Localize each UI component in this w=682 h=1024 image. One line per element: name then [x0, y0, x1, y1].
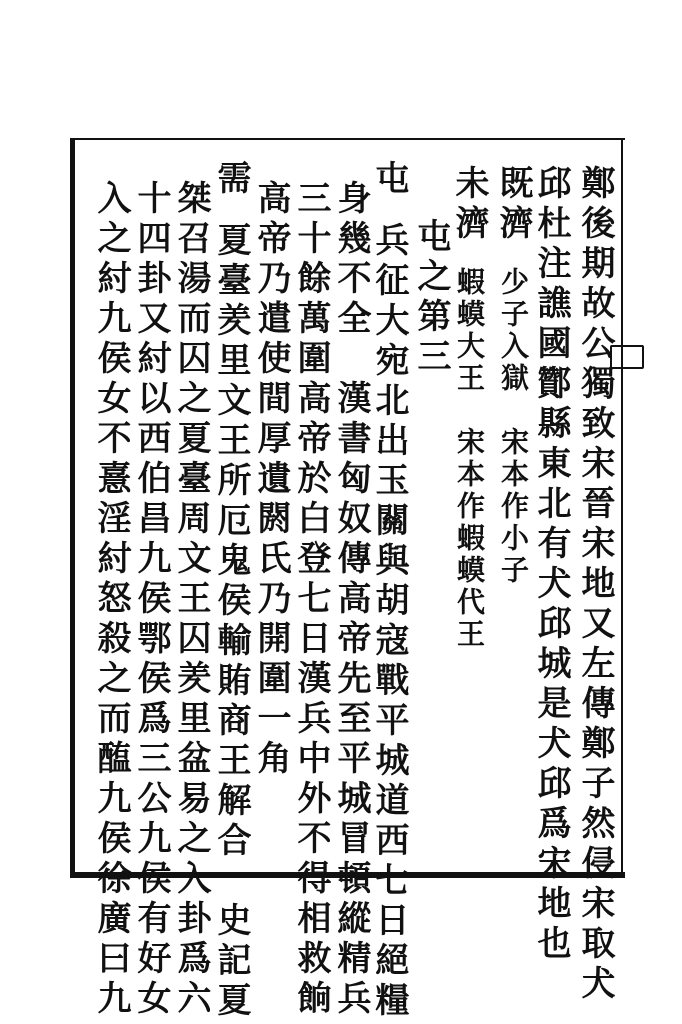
- chapter-heading: 屯之第三: [411, 218, 451, 378]
- annotation: 蝦蟆大王 宋本作蝦蟆代王: [453, 267, 486, 651]
- frame-edge: [621, 138, 623, 878]
- text-column-1: 鄭後期故公獨致宋晉宋地又左傳鄭子然侵宋取犬: [575, 165, 615, 1005]
- text-column-9: 高帝乃遣使間厚遺閼氏乃開圍一角: [251, 180, 291, 780]
- text-column-2: 邱杜注譙國酇縣東北有犬邱城是犬邱爲宋地也: [531, 165, 571, 965]
- text-column-4: [449, 165, 489, 651]
- text-column-10: [211, 160, 251, 1022]
- text-column-6: [369, 160, 409, 1022]
- text-column-7: 身幾不全 漢書匈奴傳高帝先至平城冒頓縱精兵: [331, 180, 371, 1020]
- hexagram-name: 未濟: [449, 165, 489, 245]
- text-column-11: 桀召湯而囚之夏臺周文王囚羑里盆易之入卦爲六: [171, 180, 211, 1020]
- hexagram-name: 需: [211, 160, 251, 200]
- text-column-12: 十四卦又紂以西伯昌九侯鄂侯爲三公九侯有好女: [131, 180, 171, 1020]
- text-column-13: 入之紂九侯女不憙淫紂怒殺之而醢九侯徐廣曰九: [91, 180, 131, 1020]
- text-column-8: 三十餘萬圍高帝於白登七日漢兵中外不得相救餉: [291, 180, 331, 1020]
- text-column-3: [493, 165, 533, 587]
- annotation: 兵征大宛北出玉關與胡寇戰平城道西七日絕糧: [369, 222, 409, 1022]
- annotation: 少子入獄 宋本作小子: [497, 267, 530, 587]
- annotation: 夏臺羑里文王所厄鬼侯輸賄商王解合 史記夏: [211, 222, 251, 1022]
- hexagram-name: 既濟: [493, 165, 533, 245]
- hexagram-name: 屯: [369, 160, 409, 200]
- page-mark: [610, 345, 644, 369]
